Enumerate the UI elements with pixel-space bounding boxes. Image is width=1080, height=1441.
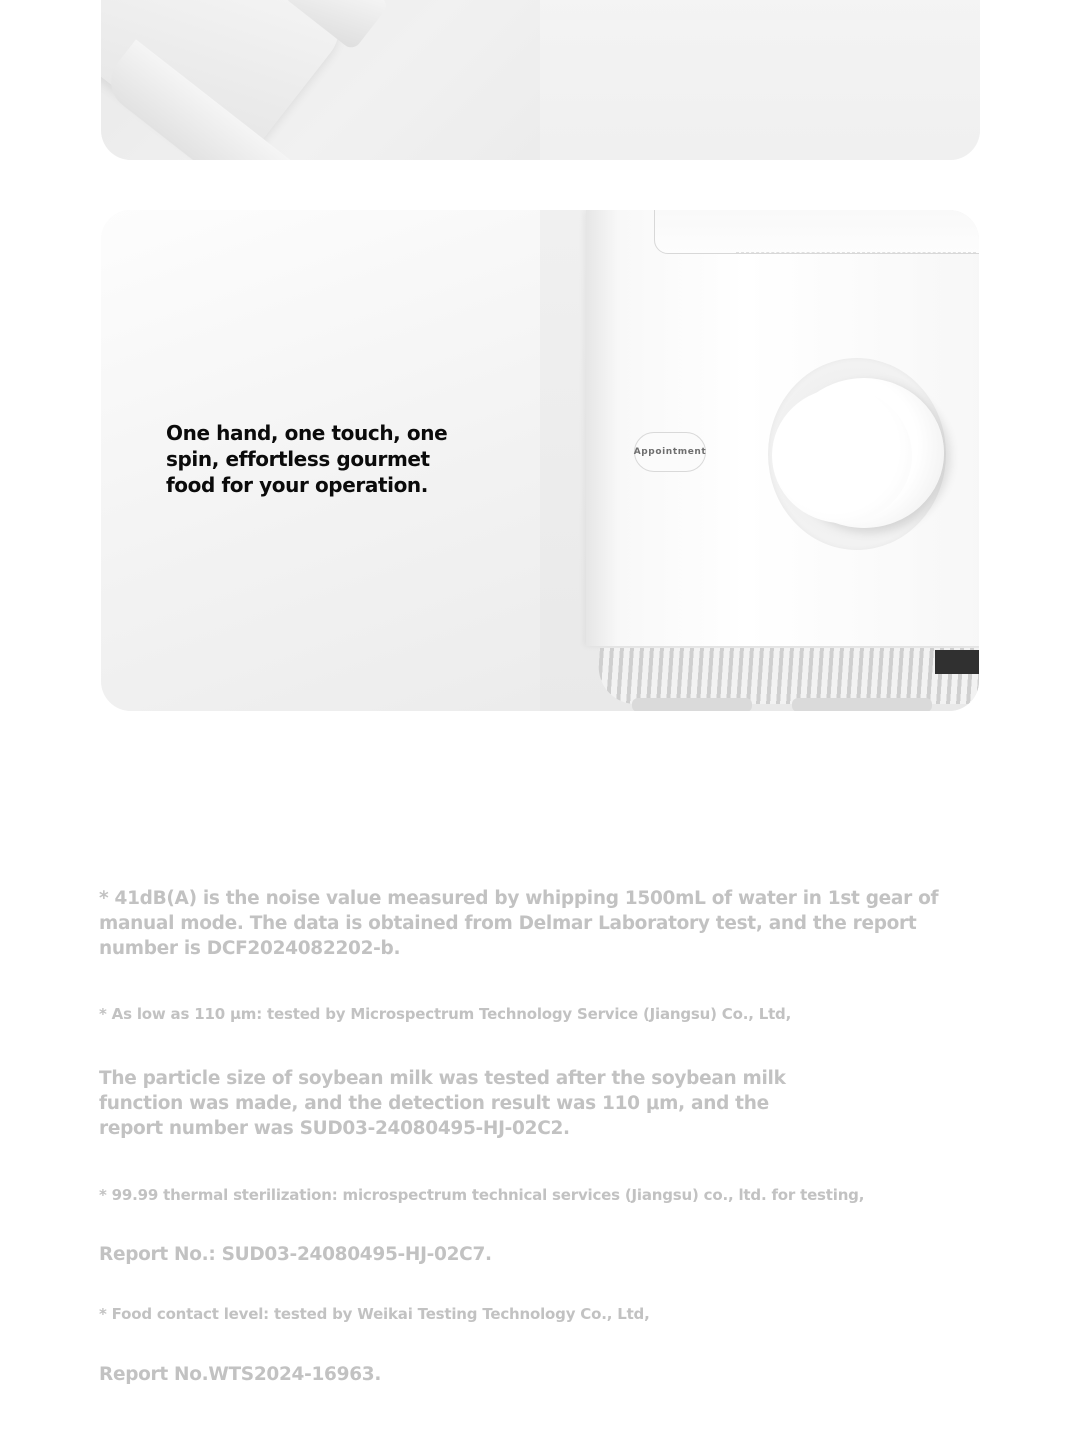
feature-card-image-panel [540, 210, 979, 711]
appliance-vent-shadow [935, 650, 979, 674]
appliance-foot-left [632, 698, 752, 711]
feature-card-text-panel [101, 210, 540, 711]
footnote-food-contact-intro: * Food contact level: tested by Weikai Testing Technology Co., Ltd, [99, 1305, 650, 1323]
feature-headline: One hand, one touch, one spin, effortless gourmet food for your operation. [166, 421, 448, 497]
appliance-illustration [586, 210, 979, 646]
top-card-image-left [101, 0, 540, 160]
appliance-seam [736, 252, 976, 254]
footnote-particle-detail: The particle size of soybean milk was tested after the soybean milk function was made, and the detection result was 110 μm, and the report number was SUD03-24080495-HJ-02C2. [99, 1068, 786, 1139]
top-product-card [101, 0, 980, 160]
feature-card [101, 210, 979, 711]
footnote-particle-intro: * As low as 110 μm: tested by Microspectrum Technology Service (Jiangsu) Co., Ltd, [99, 1005, 792, 1023]
footnote-sterilization-intro: * 99.99 thermal sterilization: microspectrum technical services (Jiangsu) co., ltd. for testing, [99, 1186, 865, 1204]
appointment-label: Appointment [633, 447, 707, 457]
footnote-food-contact-report: Report No.WTS2024-16963. [99, 1364, 382, 1385]
footnote-sterilization-report: Report No.: SUD03-24080495-HJ-02C7. [99, 1244, 492, 1265]
appointment-button [634, 432, 706, 472]
appliance-window [654, 210, 979, 254]
top-card-image-right [540, 0, 980, 160]
control-knob-cap [772, 388, 912, 523]
appliance-vent [596, 648, 979, 704]
appliance-foot-right [792, 698, 932, 711]
footnote-noise: * 41dB(A) is the noise value measured by whipping 1500mL of water in 1st gear of manual mode. The data is obtained from Delmar Laboratory test, and the report number is DCF2024082202-b. [99, 888, 939, 959]
